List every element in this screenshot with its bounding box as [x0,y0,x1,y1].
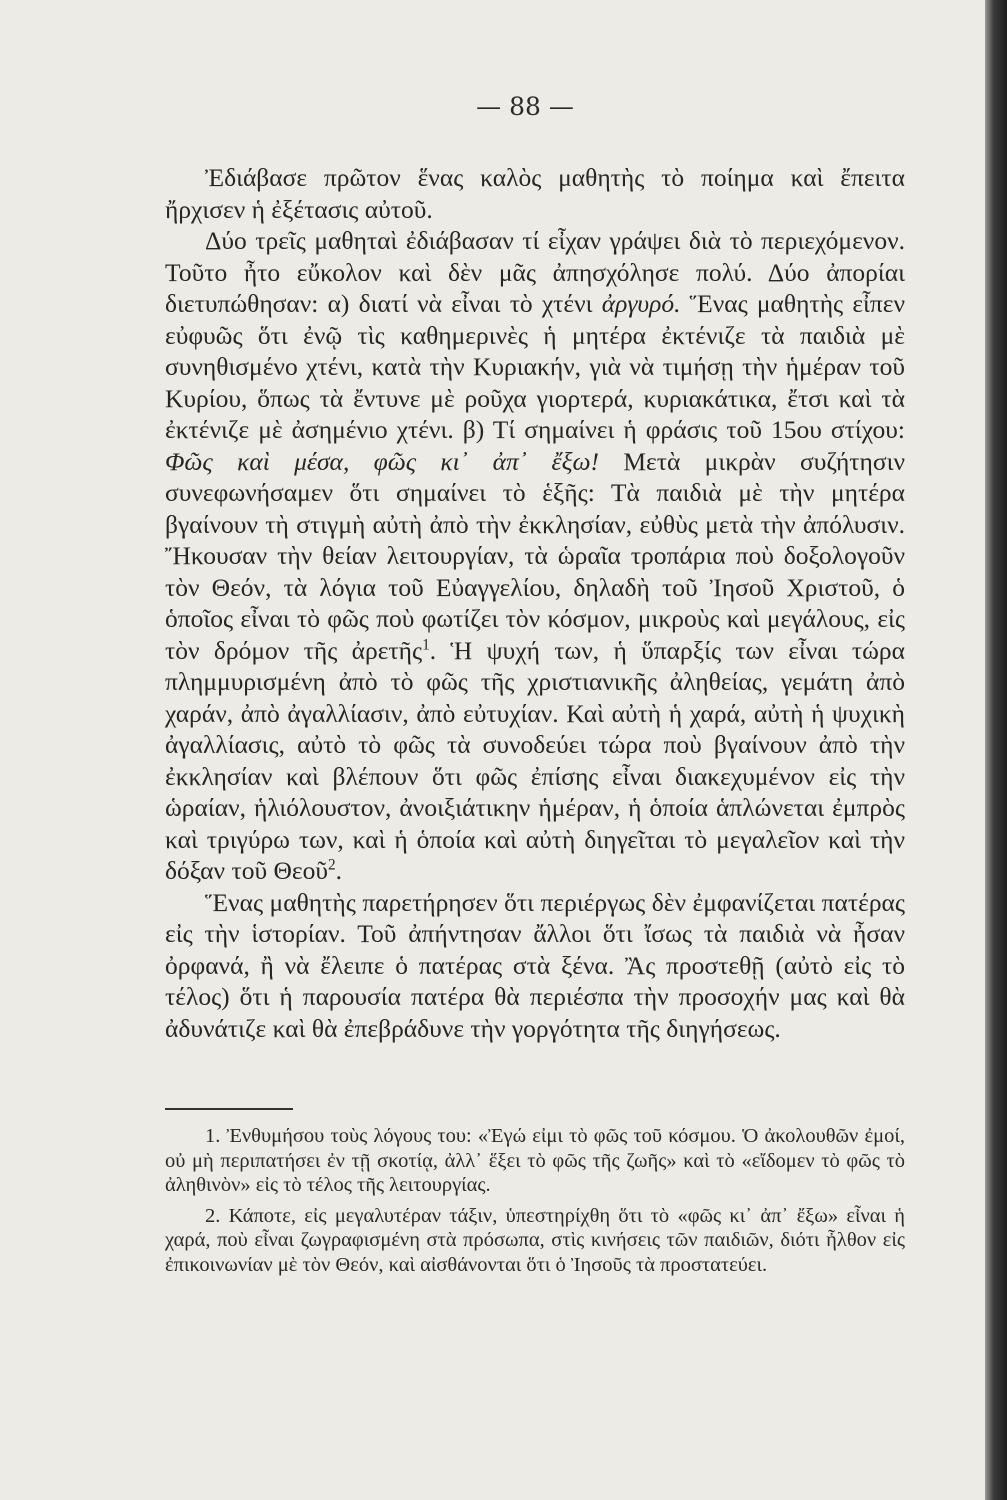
italic-word: ἀργυρό. [601,289,681,318]
text-run: Μετὰ μικρὰν συζήτησιν συνεφωνήσαμεν ὅτι σημαίνει τὸ ἑξῆς: Τὰ παιδιὰ μὲ τὴν μητέρα βγαίνουν τὴ στιγμὴ αὐτὴ ἀπὸ τὴν ἐκκλησίαν, εὐθὺς μετὰ τὴν ἀπόλυσιν. Ἤκουσαν τὴν θείαν λειτουργίαν, τὰ ὡραῖα τροπάρια ποὺ δοξολογοῦν τὸν Θεόν, τὰ λόγια τοῦ Εὐαγγελίου, δηλαδὴ τοῦ Ἰησοῦ Χριστοῦ, ὁ ὁποῖος εἶναι τὸ φῶς ποὺ φωτίζει τὸν κόσμον, μικροὺς καὶ μεγάλους, εἰς τὸν δρόμον τῆς ἀρετῆς [165,446,905,665]
footnote-marker: 2 [327,856,336,874]
footnotes [165,1124,905,1283]
paragraph: Ἕνας μαθητὴς παρετήρησεν ὅτι περιέργως δὲν ἐμφανίζεται πατέρας εἰς τὴν ἱστορίαν. Τοῦ ἀπήντησαν ἄλλοι ὅτι ἴσως τὰ παιδιὰ νὰ ἦσαν ὀρφανά, ἢ νὰ ἔλειπε ὁ πατέρας στὰ ξένα. Ἂς προστεθῇ (αὐτὸ εἰς τὸ τέλος) ὅτι ἡ παρουσία πατέρα θὰ περιέσπα τὴν προσοχήν μας καὶ θὰ ἀδυνάτιζε καὶ θὰ ἐπεβράδυνε τὴν γοργότητα τῆς διηγήσεως. [165,887,905,1043]
text-run: . [335,856,342,885]
page-number: — 88 — [476,92,574,121]
footnote: 2. Κάποτε, εἰς μεγαλυτέραν τάξιν, ὑπεστηρίχθη ὅτι τὸ «φῶς κι᾿ ἀπ᾿ ἔξω» εἶναι ἡ χαρά, ποὺ εἶναι ζωγραφισμένη στὰ πρόσωπα, στὶς κινήσεις τῶν παιδιῶν, διότι ἦλθον εἰς ἐπικοινωνίαν μὲ τὸν Θεόν, καὶ αἰσθάνονται ὅτι ὁ Ἰησοῦς τὰ προστατεύει. [165,1204,905,1276]
paragraph [165,225,905,887]
text-run: Δύο τρεῖς μαθηταὶ ἐδιάβασαν τί εἶχαν γράψει διὰ τὸ περιεχόμενον. Τοῦτο ἦτο εὔκολον καὶ δὲν μᾶς ἀπησχόλησε πολύ. Δύο ἀπορίαι διετυπώθησαν: α) διατί νὰ εἶναι τὸ χτένι [165,226,905,318]
footnote-marker: 1 [422,636,430,653]
footnote: 1. Ἐνθυμήσου τοὺς λόγους του: «Ἐγώ εἰμι τὸ φῶς τοῦ κόσμου. Ὁ ἀκολουθῶν ἐμοί, οὐ μὴ περιπατήσει ἐν τῇ σκοτίᾳ, ἀλλ᾿ ἕξει τὸ φῶς τῆς ζωῆς» καὶ τὸ «εἴδομεν τὸ φῶς τὸ ἀληθινὸν» εἰς τὸ τέλος τῆς λειτουργίας. [165,1125,905,1196]
body-text [165,162,905,1044]
text-run: Ἕνας μαθητὴς εἶπεν εὐφυῶς ὅτι ἐνῷ τὶς καθημερινὲς ἡ μητέρα ἐκτένιζε τὰ παιδιὰ μὲ συνηθισμένο χτένι, κατὰ τὴν Κυριακήν, γιὰ νὰ τιμήσῃ τὴν ἡμέραν τοῦ Κυρίου, ὅπως τὰ ἔντυνε μὲ ροῦχα γιορτερά, κυριακάτικα, ἔτσι καὶ τὰ ἐκτένιζε μὲ ἀσημένιο χτένι. β) Τί σημαίνει ἡ φράσις τοῦ 15ου στίχου: [165,289,905,444]
text-run: . Ἡ ψυχή των, ἡ ὕπαρξίς των εἶναι τώρα πλημμυρισμένη ἀπὸ τὸ φῶς τῆς χριστιανικῆς ἀληθείας, γεμάτη ἀπὸ χαράν, ἀπὸ ἀγαλλίασιν, ἀπὸ εὐτυχίαν. Καὶ αὐτὴ ἡ χαρά, αὐτὴ ἡ ψυχικὴ ἀγαλλίασις, αὐτὸ τὸ φῶς τὰ συνοδεύει τώρα ποὺ βγαίνουν ἀπὸ τὴν ἐκκλησίαν καὶ βλέπουν ὅτι φῶς ἐπίσης εἶναι διακεχυμένον εἰς τὴν ὡραίαν, ἡλιόλουστον, ἀνοιξιάτικην ἡμέραν, ἡ ὁποία ἁπλώνεται ἐμπρὸς καὶ τριγύρω των, καὶ ἡ ὁποία καὶ αὐτὴ διηγεῖται τὸ μεγαλεῖον καὶ τὴν δόξαν τοῦ Θεοῦ [165,635,905,885]
scan-edge [985,0,1007,1500]
footnote-divider [165,1108,293,1110]
italic-quote: Φῶς καὶ μέσα, φῶς κι᾿ ἀπ᾿ ἔξω! [165,446,600,476]
paragraph: Ἐδιάβασε πρῶτον ἕνας καλὸς μαθητὴς τὸ ποίημα καὶ ἔπειτα ἤρχισεν ἡ ἐξέτασις αὐτοῦ. [165,163,905,224]
